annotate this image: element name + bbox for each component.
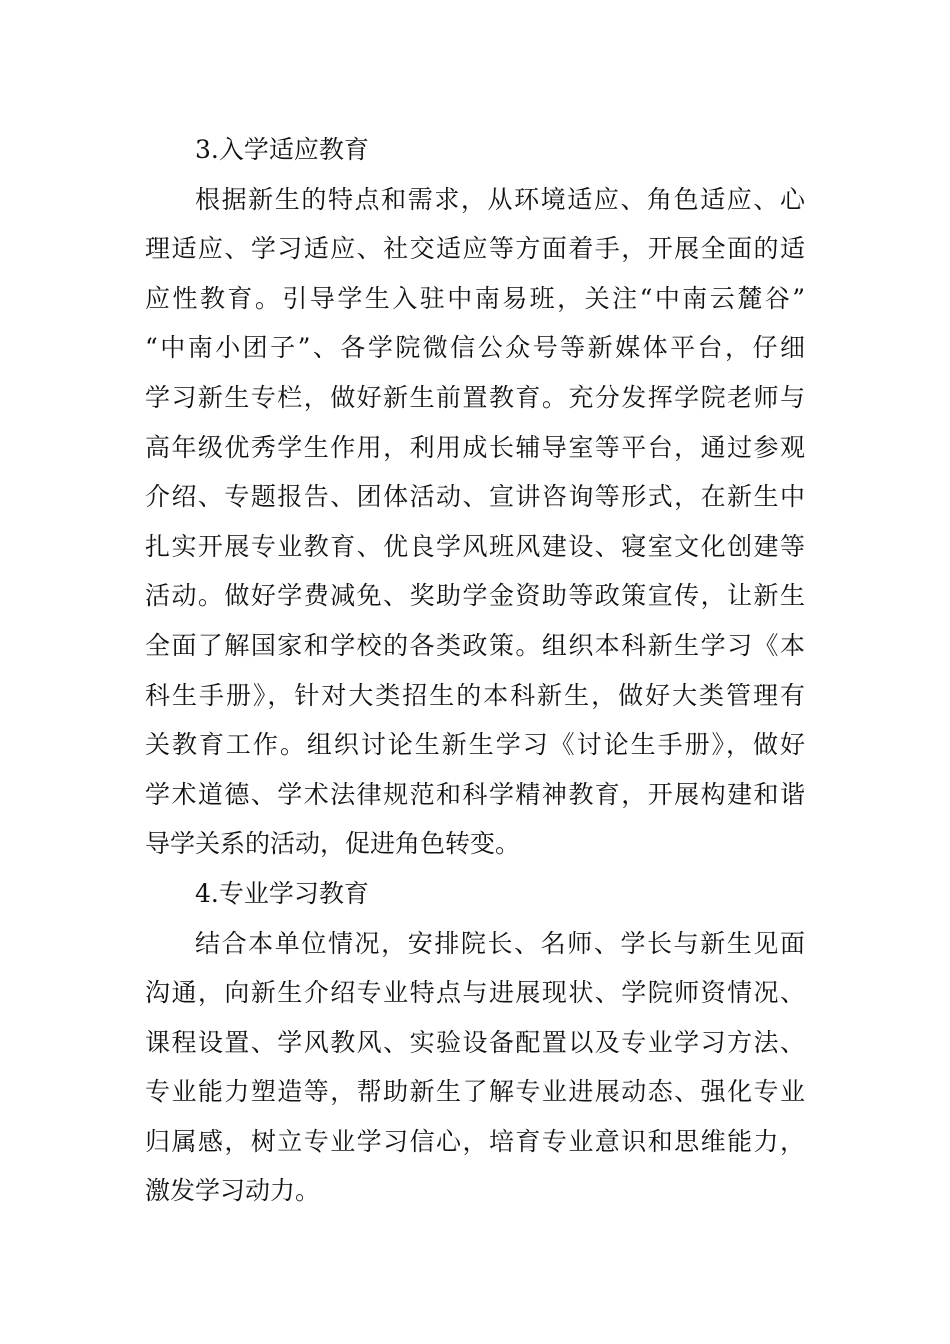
paragraph-line: 归属感，树立专业学习信心，培育专业意识和思维能力，: [145, 1126, 805, 1156]
document-body: [145, 125, 805, 1216]
paragraph-line: 沟通，向新生介绍专业特点与进展现状、学院师资情况、: [145, 978, 805, 1008]
paragraph-line: 活动。做好学费减免、奖助学金资助等政策宣传，让新生: [145, 581, 805, 611]
paragraph-line: 应性教育。引导学生入驻中南易班，关注“中南云麓谷”: [145, 283, 805, 313]
paragraph-line: 理适应、学习适应、社交适应等方面着手，开展全面的适: [145, 234, 805, 264]
section-heading-4: 4.专业学习教育: [195, 878, 369, 908]
paragraph-line: 高年级优秀学生作用，利用成长辅导室等平台，通过参观: [145, 432, 805, 462]
section-3-paragraph: [145, 175, 805, 869]
paragraph-line: 激发学习动力。: [145, 1176, 321, 1206]
paragraph-line: 介绍、专题报告、团体活动、宣讲咨询等形式，在新生中: [145, 482, 805, 512]
paragraph-line: 结合本单位情况，安排院长、名师、学长与新生见面: [195, 928, 805, 958]
paragraph-line: 关教育工作。组织讨论生新生学习《讨论生手册》，做好: [145, 730, 805, 760]
paragraph-line: 全面了解国家和学校的各类政策。组织本科新生学习《本: [145, 630, 805, 660]
section-4-paragraph: [145, 919, 805, 1217]
paragraph-line: 科生手册》，针对大类招生的本科新生，做好大类管理有: [145, 680, 805, 710]
paragraph-line: “中南小团子”、各学院微信公众号等新媒体平台，仔细: [145, 333, 805, 363]
paragraph-line: 专业能力塑造等，帮助新生了解专业进展动态、强化专业: [145, 1077, 805, 1107]
paragraph-line: 导学关系的活动，促进角色转变。: [145, 829, 521, 859]
section-heading-3: 3.入学适应教育: [195, 135, 369, 164]
paragraph-line: 根据新生的特点和需求，从环境适应、角色适应、心: [195, 184, 805, 214]
paragraph-line: 扎实开展专业教育、优良学风班风建设、寝室文化创建等: [145, 531, 805, 561]
paragraph-line: 学术道德、学术法律规范和科学精神教育，开展构建和谐: [145, 779, 805, 809]
paragraph-line: 课程设置、学风教风、实验设备配置以及专业学习方法、: [145, 1027, 805, 1057]
paragraph-line: 学习新生专栏，做好新生前置教育。充分发挥学院老师与: [145, 382, 805, 412]
